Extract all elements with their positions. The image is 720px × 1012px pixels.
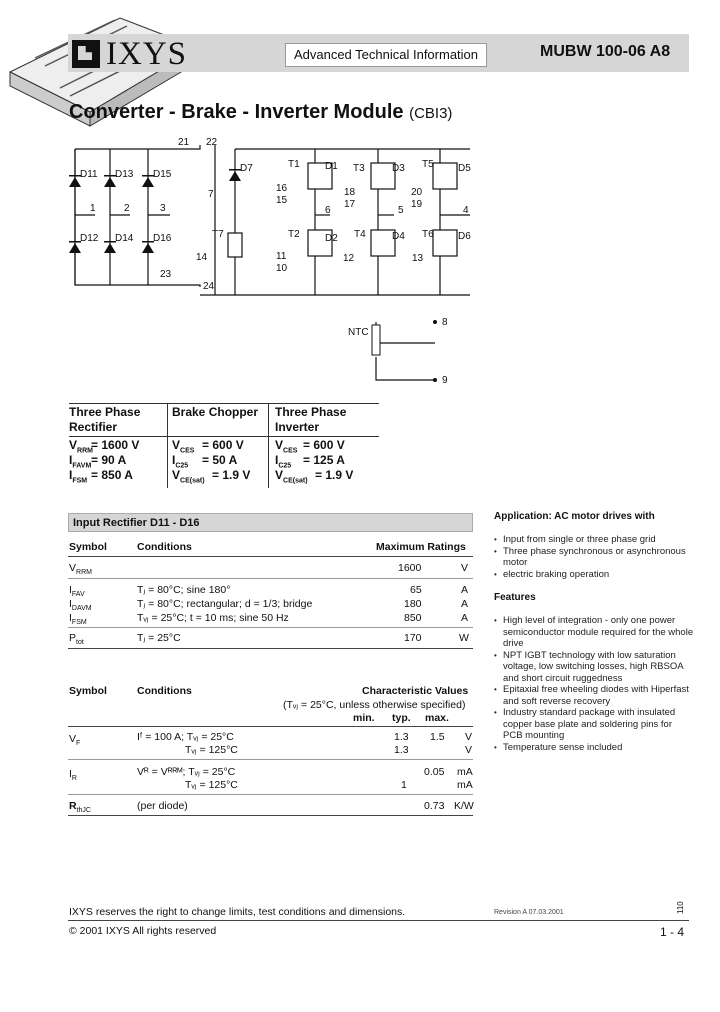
max-row-val: 850 [404, 612, 422, 624]
pin-13: 13 [412, 253, 424, 264]
rule [68, 815, 473, 816]
pin-21: 21 [178, 137, 190, 148]
logo-text: IXYS [106, 36, 188, 72]
label-t2: T2 [288, 229, 300, 240]
char-row-max: 0.05 [424, 766, 445, 778]
label-t7: T7 [212, 229, 224, 240]
pin-6: 6 [325, 205, 331, 216]
char-row-max: 1.5 [430, 731, 445, 743]
pin-1: 1 [90, 203, 96, 214]
label-d5: D5 [458, 163, 471, 174]
max-ratings-header: Maximum Ratings [376, 541, 466, 553]
char-max-header: max. [425, 712, 449, 724]
label-t5: T5 [422, 159, 434, 170]
spec-head-1: Three Phase Rectifier [69, 405, 141, 434]
max-row-cond: Tⱼ = 25°C [137, 632, 181, 644]
max-row-unit: A [461, 598, 469, 610]
footer-rights: IXYS reserves the right to change limits, test conditions and dimensions. [69, 906, 406, 918]
footer-rule [68, 920, 689, 921]
advanced-info-label: Advanced Technical Information [285, 43, 487, 67]
char-symbol-header: Symbol [69, 685, 107, 697]
char-row-unit: mA [457, 779, 473, 791]
label-d11: D11 [80, 169, 98, 180]
list-item: • Industry standard package with insulated copper base plate and soldering pins for PCB mounting [494, 707, 694, 742]
pin-24: 24 [203, 281, 215, 292]
char-cond-header: Conditions [137, 685, 192, 697]
char-row-unit: V [465, 731, 473, 743]
char-row-cond: Iᶠ = 100 A; Tᵥⱼ = 25°C [137, 731, 234, 743]
max-row-cond: Tⱼ = 80°C; rectangular; d = 1/3; bridge [137, 598, 313, 610]
label-d13: D13 [115, 169, 134, 180]
rule [68, 648, 473, 649]
title-sub: (CBI3) [409, 105, 453, 122]
max-row-val: 180 [404, 598, 422, 610]
footer-code: 110 [676, 901, 685, 914]
pin-5: 5 [398, 205, 404, 216]
spec-top-rule [69, 403, 379, 404]
max-symbol-header: Symbol [69, 541, 107, 553]
rule [68, 627, 473, 628]
char-row-sym: $R_{thJC}$ [69, 800, 91, 815]
pin-4: 4 [463, 205, 469, 216]
max-row-unit: W [459, 632, 469, 644]
char-row-typ: 1 [401, 779, 407, 791]
char-typ-header: typ. [392, 712, 411, 724]
label-d3: D3 [392, 163, 405, 174]
label-d7: D7 [240, 163, 253, 174]
footer-revision: Revision A 07.03.2001 [494, 909, 564, 916]
pin-18: 18 [344, 187, 356, 198]
char-min-header: min. [353, 712, 375, 724]
label-ntc: NTC [348, 327, 369, 338]
pin-7: 7 [208, 189, 214, 200]
pin-23: 23 [160, 269, 172, 280]
spec-mid-rule [69, 436, 379, 437]
label-t3: T3 [353, 163, 365, 174]
pin-15: 15 [276, 195, 288, 206]
list-item: • Three phase synchronous or asynchronous motor [494, 546, 694, 569]
page-title [69, 101, 452, 124]
pin-9: 9 [442, 375, 448, 386]
circuit-schematic [60, 135, 480, 390]
rule [68, 556, 473, 557]
max-row-cond: Tᵥⱼ = 25°C; t = 10 ms; sine 50 Hz [137, 612, 289, 624]
max-row-val: 170 [404, 632, 422, 644]
pin-3: 3 [160, 203, 166, 214]
max-row-cond: Tⱼ = 80°C; sine 180° [137, 584, 231, 596]
pin-20: 20 [411, 187, 423, 198]
label-d16: D16 [153, 233, 172, 244]
label-d2: D2 [325, 233, 338, 244]
rule [68, 794, 473, 795]
rule [68, 726, 473, 727]
label-d15: D15 [153, 169, 172, 180]
char-row-unit: K/W [454, 800, 474, 812]
char-row-typ: 1.3 [394, 744, 409, 756]
label-d6: D6 [458, 231, 471, 242]
pin-17: 17 [344, 199, 356, 210]
application-list [494, 534, 694, 580]
pin-12: 12 [343, 253, 355, 264]
pin-8: 8 [442, 317, 448, 328]
max-row-sym: $I_{FAV}$ [69, 584, 85, 599]
rule [68, 759, 473, 760]
max-row-sym: $P_{tot}$ [69, 632, 84, 647]
list-item: • Temperature sense included [494, 742, 694, 754]
max-row-sym: $V_{RRM}$ [69, 562, 92, 577]
spec-values: $V_{RRM}$ = 1600 V $V_{CES}$ = 600 V $V_{CES}$ = 600 V $I_{FAVM}$ = 90 A $I_{C25}$ = 50 A $I_{C25}$ = 125 A $I_{FSM}$ = 850 A $V_{CE(sat)}$ = 1.9 V $V_{CE(sat)}$ = 1.9 V [69, 438, 354, 485]
char-conditions-note: (Tᵥⱼ = 25°C, unless otherwise specified) [283, 699, 466, 711]
list-item: • Input from single or three phase grid [494, 534, 694, 546]
char-values-header: Characteristic Values [362, 685, 469, 697]
ixys-logo-icon [72, 40, 100, 68]
label-d14: D14 [115, 233, 134, 244]
spec-head-3: Three Phase Inverter [275, 405, 347, 434]
char-row-sym: $I_R$ [69, 768, 77, 783]
page-number: 1 - 4 [660, 925, 685, 939]
label-d1: D1 [325, 161, 338, 172]
max-row-sym: $I_{DAVM}$ [69, 598, 92, 613]
max-row-unit: V [461, 562, 469, 574]
pin-14: 14 [196, 252, 208, 263]
pin-22: 22 [206, 137, 218, 148]
max-row-unit: A [461, 612, 469, 624]
label-t4: T4 [354, 229, 366, 240]
footer-copyright: © 2001 IXYS All rights reserved [69, 925, 217, 937]
char-row-max: 0.73 [424, 800, 445, 812]
label-d12: D12 [80, 233, 99, 244]
section-title: Input Rectifier D11 - D16 [68, 513, 473, 532]
list-item: • High level of integration - only one power semiconductor module required for the whole drive [494, 615, 694, 650]
char-row-unit: mA [457, 766, 473, 778]
max-cond-header: Conditions [137, 541, 192, 553]
char-row-cond: (per diode) [137, 800, 188, 812]
max-row-val: 1600 [398, 562, 422, 574]
application-title: Application: AC motor drives with [494, 511, 655, 522]
features-title: Features [494, 592, 536, 603]
max-row-sym: $I_{FSM}$ [69, 612, 87, 627]
char-row-cond: Tᵥⱼ = 125°C [185, 779, 238, 791]
label-t6: T6 [422, 229, 434, 240]
rule [68, 578, 473, 579]
label-d4: D4 [392, 231, 405, 242]
pin-11: 11 [276, 251, 287, 262]
char-row-typ: 1.3 [394, 731, 409, 743]
list-item: • Epitaxial free wheeling diodes with Hiperfast and soft reverse recovery [494, 684, 694, 707]
max-row-unit: A [461, 584, 469, 596]
list-item: • NPT IGBT technology with low saturation voltage, low switching losses, high RBSOA and short circuit ruggedness [494, 650, 694, 685]
pin-19: 19 [411, 199, 423, 210]
pin-10: 10 [276, 263, 288, 274]
title-main: Converter - Brake - Inverter Module [69, 101, 404, 123]
features-list [494, 615, 694, 753]
char-row-cond: Tᵥⱼ = 125°C [185, 744, 238, 756]
label-t1: T1 [288, 159, 300, 170]
list-item: • electric braking operation [494, 569, 694, 581]
char-row-unit: V [465, 744, 473, 756]
pin-16: 16 [276, 183, 288, 194]
pin-2: 2 [124, 203, 130, 214]
char-row-sym: $V_F$ [69, 733, 81, 748]
max-row-val: 65 [410, 584, 422, 596]
spec-head-2: Brake Chopper [172, 405, 259, 419]
part-number: MUBW 100-06 A8 [540, 43, 671, 60]
char-row-cond: Vᴿ = Vᴿᴿᴹ; Tᵥⱼ = 25°C [137, 766, 236, 778]
